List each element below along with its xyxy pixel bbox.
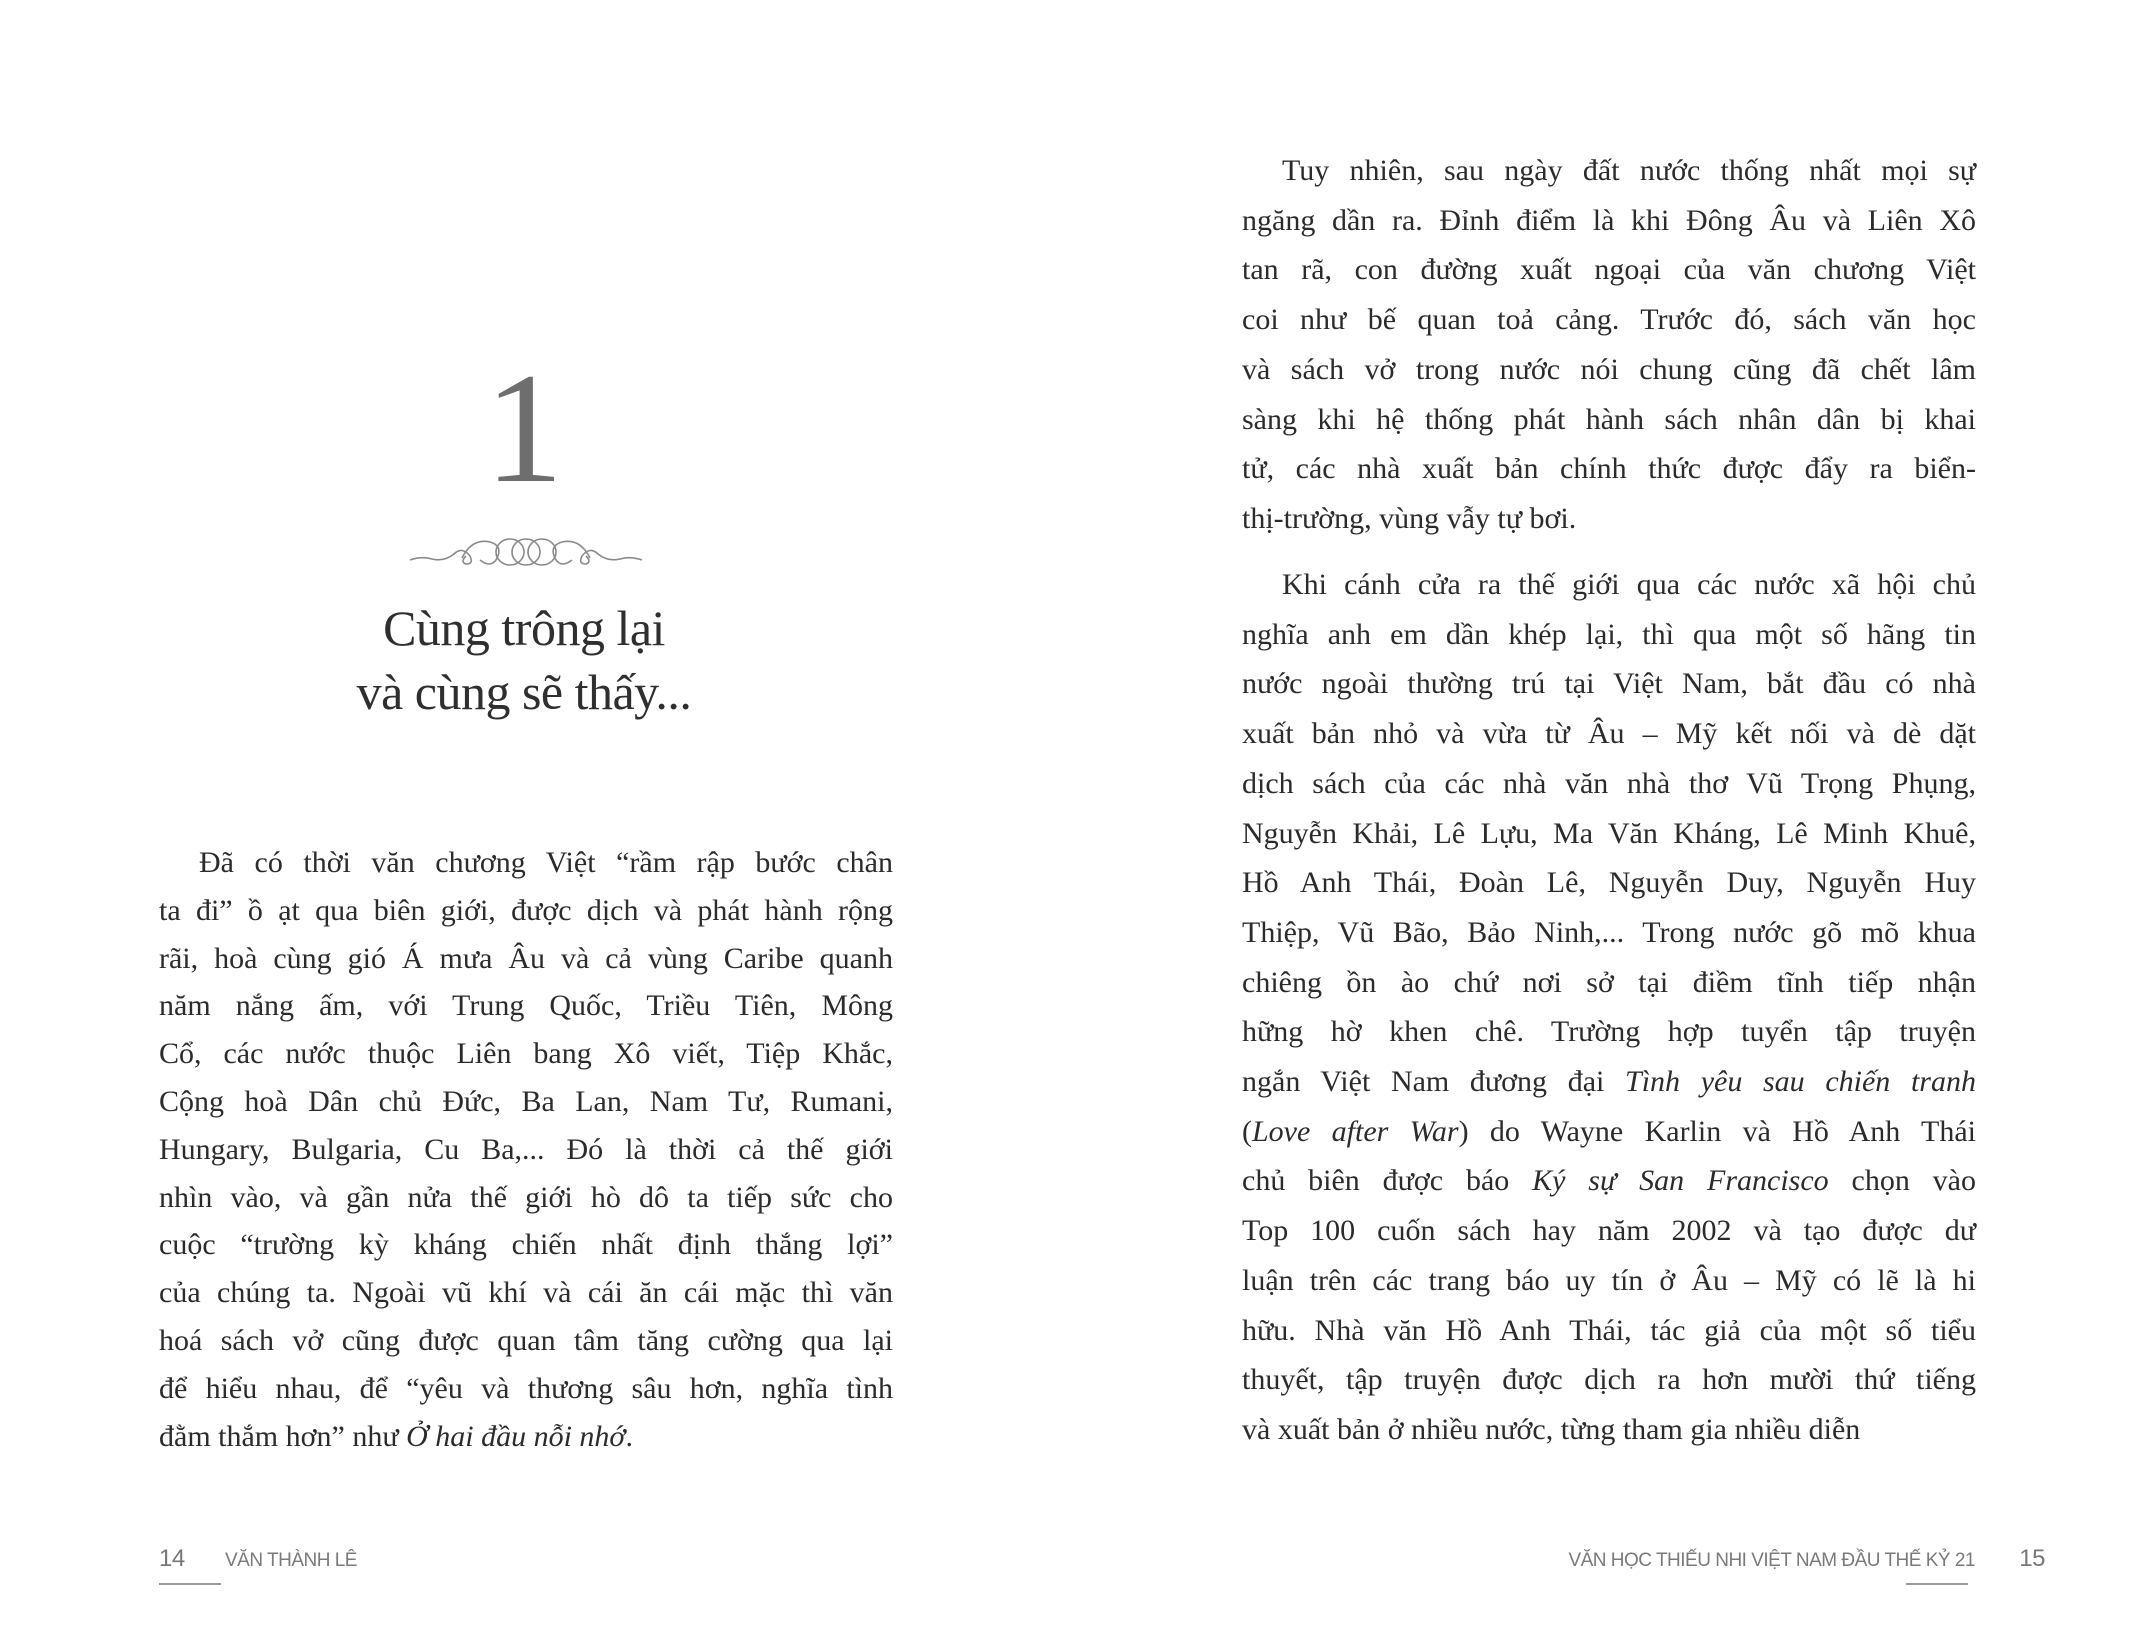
text-segment: luận trên các trang báo uy tín ở Âu – Mỹ có lẽ là hi bbox=[1242, 1263, 1976, 1297]
italic-title: Love after War bbox=[1252, 1114, 1459, 1148]
italic-title: Tình yêu sau chiến tranh bbox=[1625, 1065, 1976, 1098]
text-segment: Hồ Anh Thái, Đoàn Lê, Nguyễn Duy, Nguyễn Huy bbox=[1242, 866, 1976, 900]
italic-title: Ở hai đầu nỗi nhớ bbox=[406, 1419, 626, 1453]
flourish-ornament-icon bbox=[410, 534, 642, 570]
text-segment: Top 100 cuốn sách hay năm 2002 và tạo được dư bbox=[1242, 1214, 1976, 1248]
text-segment: hững hờ khen chê. Trường hợp tuyển tập truyện bbox=[1242, 1015, 1976, 1049]
text-segment: sàng khi hệ thống phát hành sách nhân dân bị khai bbox=[1242, 402, 1976, 436]
text-segment: chiêng ồn ào chứ nơi sở tại điềm tĩnh tiếp nhận bbox=[1242, 965, 1976, 999]
text-segment: Hungary, Bulgaria, Cu Ba,... Đó là thời cả thế giới bbox=[159, 1132, 893, 1166]
text-segment: nhìn vào, và gần nửa thế giới hò dô ta tiếp sức cho bbox=[159, 1180, 893, 1214]
chapter-title-line: Cùng trông lại bbox=[383, 600, 665, 656]
footer-rule bbox=[159, 1583, 221, 1585]
chapter-title-line: và cùng sẽ thấy... bbox=[356, 664, 692, 720]
text-segment: Khi cánh cửa ra thế giới qua các nước xã hội chủ bbox=[1282, 568, 1976, 601]
running-header-book-title: VĂN HỌC THIẾU NHI VIỆT NAM ĐẦU THẾ KỶ 21 bbox=[1568, 1550, 1975, 1571]
text-segment: thuyết, tập truyện được dịch ra hơn mười thứ tiếng bbox=[1242, 1363, 1976, 1397]
text-segment: đằm thắm hơn” như bbox=[159, 1419, 407, 1453]
text-segment: và xuất bản ở nhiều nước, từng tham gia nhiều diễn bbox=[1242, 1412, 1861, 1446]
text-segment: hữu. Nhà văn Hồ Anh Thái, tác giả của một số tiểu bbox=[1242, 1313, 1976, 1347]
text-segment: hoá sách vở cũng được quan tâm tăng cường qua lại bbox=[159, 1324, 893, 1357]
text-segment: Cộng hoà Dân chủ Đức, Ba Lan, Nam Tư, Rumani, bbox=[159, 1085, 893, 1118]
text-segment: tan rã, con đường xuất ngoại của văn chương Việt bbox=[1242, 253, 1976, 287]
footer-rule bbox=[1906, 1583, 1968, 1585]
text-segment: cuộc “trường kỳ kháng chiến nhất định thắng lợi” bbox=[159, 1228, 893, 1262]
text-segment: dịch sách của các nhà văn nhà thơ Vũ Trọng Phụng, bbox=[1242, 766, 1976, 800]
text-segment: Thiệp, Vũ Bão, Bảo Ninh,... Trong nước gõ mõ khua bbox=[1242, 915, 1976, 949]
text-segment: thị-trường, vùng vẫy tự bơi. bbox=[1242, 501, 1577, 535]
text-segment: ta đi” ồ ạt qua biên giới, được dịch và phát hành rộng bbox=[159, 893, 893, 927]
text-segment: xuất bản nhỏ và vừa từ Âu – Mỹ kết nối và dè dặt bbox=[1242, 717, 1976, 751]
text-segment: ( bbox=[1242, 1114, 1252, 1148]
running-header-author: VĂN THÀNH LÊ bbox=[225, 1550, 357, 1571]
text-segment: của chúng ta. Ngoài vũ khí và cái ăn cái mặc thì văn bbox=[159, 1276, 893, 1310]
text-segment: . bbox=[625, 1419, 633, 1453]
italic-title: Ký sự San Francisco bbox=[1532, 1164, 1829, 1198]
text-segment: Tuy nhiên, sau ngày đất nước thống nhất mọi sự bbox=[1282, 154, 1976, 187]
page-number-right: 15 bbox=[2019, 1545, 2045, 1572]
text-segment: ngăng dần ra. Đỉnh điểm là khi Đông Âu và Liên Xô bbox=[1242, 203, 1976, 237]
text-segment: Đã có thời văn chương Việt “rầm rập bước chân bbox=[199, 846, 893, 879]
text-segment: năm nắng ấm, với Trung Quốc, Triều Tiên, Mông bbox=[159, 989, 893, 1023]
text-segment: rãi, hoà cùng gió Á mưa Âu và cả vùng Caribe quanh bbox=[159, 941, 893, 975]
text-segment: chọn vào bbox=[1828, 1164, 1976, 1198]
text-segment: ngắn Việt Nam đương đại bbox=[1242, 1065, 1626, 1098]
page-number-left: 14 bbox=[159, 1545, 185, 1572]
text-segment: chủ biên được báo bbox=[1242, 1164, 1533, 1198]
text-segment: nghĩa anh em dần khép lại, thì qua một số hãng tin bbox=[1242, 617, 1976, 651]
right-page bbox=[1070, 0, 2139, 1646]
text-segment: để hiểu nhau, để “yêu và thương sâu hơn, nghĩa tình bbox=[159, 1371, 893, 1405]
text-segment: tử, các nhà xuất bản chính thức được đẩy ra biển- bbox=[1242, 452, 1976, 486]
text-segment: ) do Wayne Karlin và Hồ Anh Thái bbox=[1458, 1114, 1977, 1148]
chapter-number: 1 bbox=[484, 341, 564, 516]
text-segment: Nguyễn Khải, Lê Lựu, Ma Văn Kháng, Lê Minh Khuê, bbox=[1242, 816, 1976, 850]
text-segment: coi như bế quan toả cảng. Trước đó, sách văn học bbox=[1242, 303, 1976, 337]
text-segment: nước ngoài thường trú tại Việt Nam, bắt đầu có nhà bbox=[1242, 667, 1976, 701]
text-segment: và sách vở trong nước nói chung cũng đã chết lâm bbox=[1242, 352, 1976, 386]
text-segment: Cổ, các nước thuộc Liên bang Xô viết, Tiệp Khắc, bbox=[159, 1037, 893, 1071]
